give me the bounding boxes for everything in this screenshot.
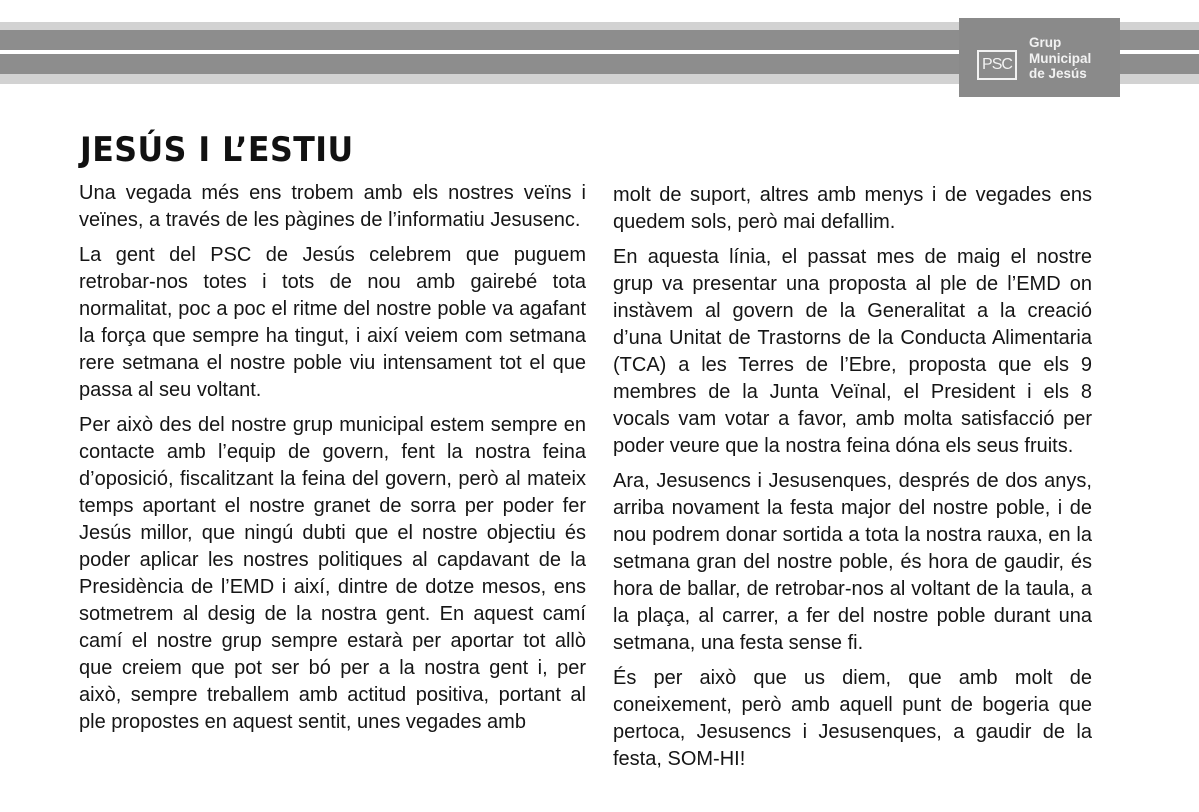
article-paragraph: En aquesta línia, el passat mes de maig el nostre grup va presentar una proposta al ple de l’EMD on instàvem al govern de la Generalitat a la creació d’una Unitat de Trastorns de la Conducta Alimentaria (TCA) a les Terres de l’Ebre, proposta que els 9 membres de la Junta Veïnal, el President i els 8 vocals vam votar a favor, amb molta satisfacció per poder veure que la nostra feina dóna els seus fruits. — [613, 246, 1092, 457]
article-paragraph: Per això des del nostre grup municipal estem sempre en contacte amb l’equip de govern, fent la nostra feina d’oposició, fiscalitzant la feina del govern, però al mateix temps aportant el nostre granet de sorra per poder fer Jesús millor, que ningú dubti que el nostre objectiu és poder aplicar les nostres politiques al capdavant de la Presidència de l’EMD i així, dintre de dotze mesos, ens sotmetrem al desig de la nostra gent. En aquest camí camí el nostre grup sempre estarà per aportar tot allò que creiem que pot ser bó per a la nostra gent i, per això, sempre treballem amb actitud positiva, portant al ple propostes en aquest sentit, unes vegades amb — [79, 414, 586, 733]
article-paragraph: Una vegada més ens trobem amb els nostres veïns i veïnes, a través de les pàgines de l’informatiu Jesusenc. — [79, 182, 586, 231]
article-paragraph: És per això que us diem, que amb molt de coneixement, però amb aquell punt de bogeria que pertoca, Jesusencs i Jesusenques, a gaudir de la festa, SOM-HI! — [613, 667, 1092, 770]
logo-line-grup: Grup — [1029, 35, 1062, 50]
logo-line-jesus: de Jesús — [1029, 66, 1087, 81]
psc-logo-mark: PSC — [977, 50, 1017, 80]
psc-logo-text — [1029, 35, 1119, 82]
logo-line-municipal: Municipal — [1029, 50, 1092, 66]
article-column-left — [79, 180, 586, 744]
article-column-right — [613, 182, 1092, 781]
article-paragraph: molt de suport, altres amb menys i de vegades ens quedem sols, però mai defallim. — [613, 184, 1092, 233]
article-paragraph: Ara, Jesusencs i Jesusenques, després de dos anys, arriba novament la festa major del nostre poble, i de nou podrem donar sortida a tota la nostra rauxa, en la setmana gran del nostre poble, és hora de gaudir, és hora de ballar, de retrobar-nos al voltant de la taula, a la plaça, al carrer, a fer del nostre poble durant una setmana, una festa sense fi. — [613, 470, 1092, 654]
psc-logo — [959, 18, 1120, 97]
article-title: JESÚS I L’ESTIU — [80, 130, 354, 170]
article-paragraph: La gent del PSC de Jesús celebrem que puguem retrobar-nos totes i tots de nou amb gairebé tota normalitat, poc a poc el ritme del nostre poble va agafant la força que sempre ha tingut, i així veiem com setmana rere setmana el nostre poble viu intensament tot el que passa al seu voltant. — [79, 244, 586, 401]
